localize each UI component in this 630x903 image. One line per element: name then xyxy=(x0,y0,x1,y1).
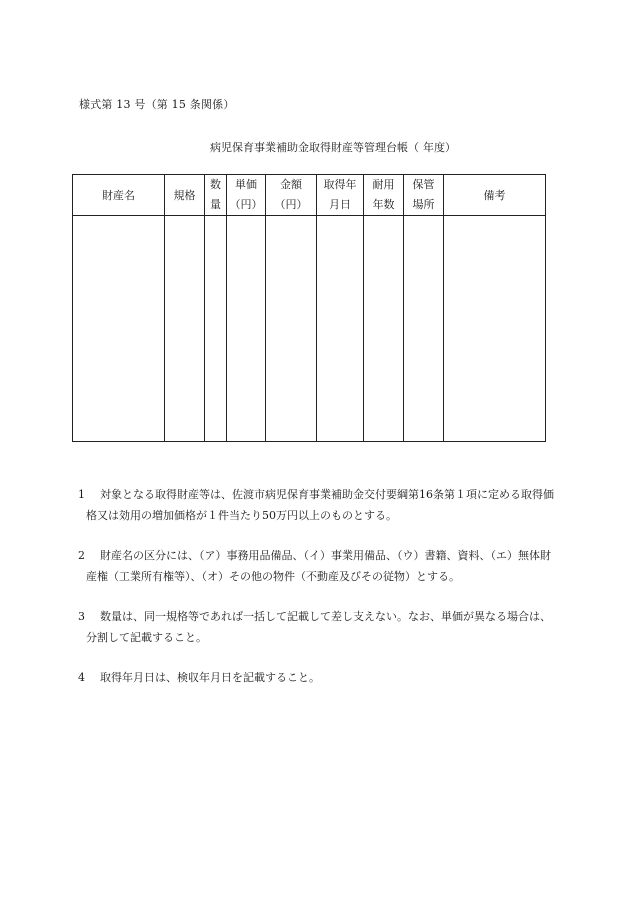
cell-useful-life[interactable] xyxy=(364,216,404,442)
note-item xyxy=(78,545,556,587)
column-header-label-line1: 単価 xyxy=(235,178,257,191)
column-header-label: 規格 xyxy=(173,189,196,202)
column-header-spec xyxy=(165,175,205,216)
note-text: 取得年月日は、検収年月日を記載すること。 xyxy=(100,671,320,684)
cell-amount[interactable] xyxy=(266,216,317,442)
note-item xyxy=(78,667,556,688)
note-line xyxy=(78,545,556,566)
note-number: 2 xyxy=(78,549,85,562)
column-header-label-line2: 量 xyxy=(210,198,221,211)
form-number: 様式第 13 号（第 15 条関係） xyxy=(79,98,235,111)
note-line xyxy=(78,606,556,627)
note-item xyxy=(78,606,556,648)
note-text-continued: 格又は効用の増加価格が１件当たり50万円以上のものとする。 xyxy=(86,509,397,522)
cell-asset-name[interactable] xyxy=(73,216,165,442)
form-title-main: 病児保育事業補助金取得財産等管理台帳（ xyxy=(210,141,419,154)
column-header-useful-life xyxy=(364,175,404,216)
note-line xyxy=(78,484,556,505)
column-header-label-line1: 数 xyxy=(210,178,221,191)
note-text: 数量は、同一規格等であれば一括して記載して差し支えない。なお、単価が異なる場合は、 xyxy=(100,610,551,623)
column-header-asset-name xyxy=(73,175,165,216)
column-header-unit-price xyxy=(227,175,266,216)
column-header-amount xyxy=(266,175,317,216)
notes-section xyxy=(78,484,556,707)
column-header-label-line2: 年数 xyxy=(372,198,395,211)
note-item xyxy=(78,484,556,526)
column-header-label-line1: 金額 xyxy=(280,178,302,191)
table-header-row xyxy=(73,175,546,216)
column-header-label-line2: （円） xyxy=(229,198,263,211)
column-header-label-line2: 月日 xyxy=(329,198,351,211)
column-header-remarks xyxy=(444,175,546,216)
column-header-label: 備考 xyxy=(483,189,506,202)
cell-acquisition-date[interactable] xyxy=(317,216,364,442)
asset-ledger-table xyxy=(72,174,546,442)
note-text: 財産名の区分には、（ア）事務用品備品、（イ）事業用備品、（ウ）書籍、資料、（エ）無体財 xyxy=(100,549,551,562)
column-header-label-line2: 場所 xyxy=(412,198,435,211)
note-line xyxy=(78,667,556,688)
column-header-label-line1: 取得年 xyxy=(323,178,357,191)
note-text: 対象となる取得財産等は、佐渡市病児保育事業補助金交付要綱第16条第１項に定める取得価 xyxy=(100,488,554,501)
cell-spec[interactable] xyxy=(165,216,205,442)
column-header-quantity xyxy=(205,175,227,216)
form-title-year: 年度） xyxy=(423,141,456,154)
column-header-label-line2: （円） xyxy=(274,198,308,211)
column-header-acquisition-date xyxy=(317,175,364,216)
note-number: 4 xyxy=(78,671,85,684)
column-header-label: 財産名 xyxy=(102,189,135,202)
cell-storage-location[interactable] xyxy=(404,216,444,442)
cell-remarks[interactable] xyxy=(444,216,546,442)
cell-unit-price[interactable] xyxy=(227,216,266,442)
column-header-label-line1: 保管 xyxy=(412,178,435,191)
form-title xyxy=(0,139,630,155)
note-text-continued: 産権（工業所有権等）、（オ）その他の物件（不動産及びその従物）とする。 xyxy=(86,570,460,583)
note-text-continued: 分割して記載すること。 xyxy=(86,631,207,644)
note-number: 1 xyxy=(78,488,85,501)
column-header-label-line1: 耐用 xyxy=(372,178,395,191)
note-number: 3 xyxy=(78,610,85,623)
cell-quantity[interactable] xyxy=(205,216,227,442)
table-row xyxy=(73,216,546,442)
column-header-storage-location xyxy=(404,175,444,216)
